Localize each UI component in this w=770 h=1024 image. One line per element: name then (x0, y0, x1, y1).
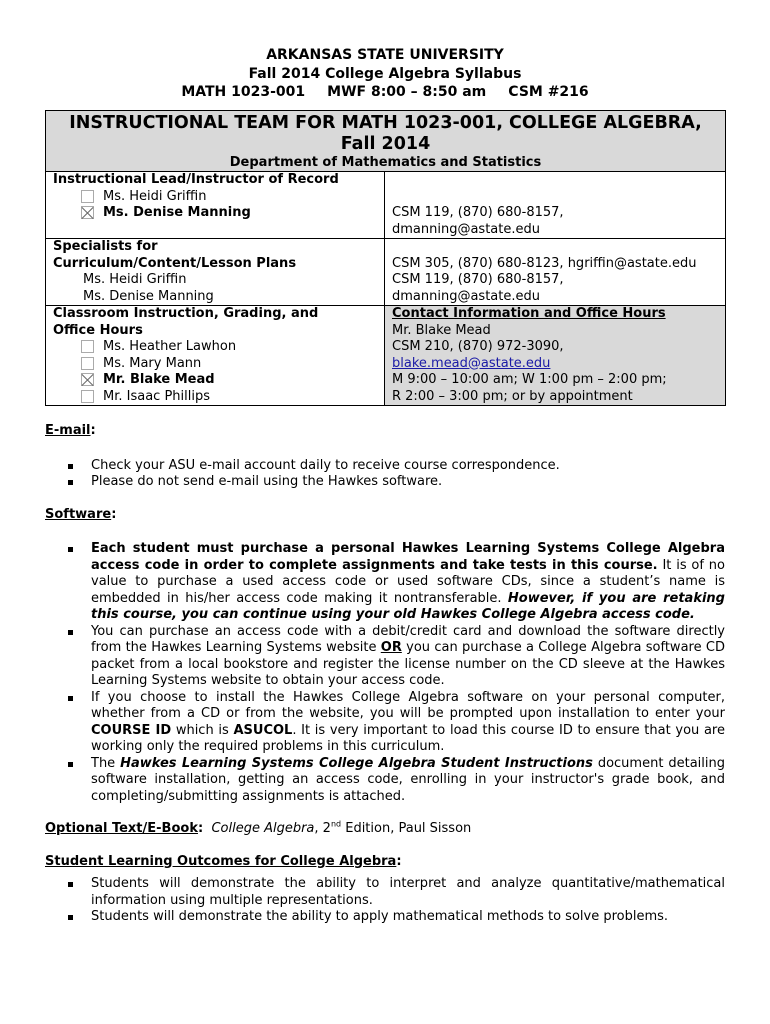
specialists-heading-1: Specialists for (53, 239, 158, 254)
software-section: Software: (45, 506, 117, 522)
software-heading: Software (45, 506, 112, 522)
book-title: College Algebra (211, 821, 315, 836)
office-hours-1: M 9:00 – 10:00 am; W 1:00 pm – 2:00 pm; (392, 372, 667, 387)
checkbox-icon[interactable] (81, 340, 94, 353)
document-header (45, 46, 725, 102)
email-section: E-mail: (45, 423, 96, 438)
classroom-heading-1: Classroom Instruction, Grading, and (53, 306, 319, 321)
lead-contact-phone: CSM 119, (870) 680-8157, (392, 205, 564, 220)
checked-checkbox-icon[interactable] (81, 206, 94, 219)
outcomes-heading: Student Learning Outcomes for College Algebra (45, 853, 397, 869)
list-item: The Hawkes Learning Systems College Algebra Student Instructions document detailing software installation, getting an access code, enrolling in your instructor's grade book, and completing/submitting assignments is attached. (45, 756, 725, 806)
specialist-contact: CSM 305, (870) 680-8123, hgriffin@astate.edu (392, 255, 697, 271)
outcomes-list (45, 876, 725, 926)
classroom-cell (46, 306, 385, 406)
specialist-contact: dmanning@astate.edu (392, 288, 540, 304)
checkbox-icon[interactable] (81, 357, 94, 370)
course-line (45, 83, 725, 102)
lead-member: Ms. Heidi Griffin (53, 189, 380, 206)
course-room: CSM #216 (508, 84, 589, 100)
course-schedule: MWF 8:00 – 8:50 am (327, 84, 487, 100)
contact-name: Mr. Blake Mead (392, 322, 491, 338)
outcomes-section: Student Learning Outcomes for College Algebra: (45, 853, 402, 869)
list-item: Students will demonstrate the ability to interpret and analyze quantitative/mathematical information using multiple representations. (45, 876, 725, 909)
team-title: INSTRUCTIONAL TEAM FOR MATH 1023-001, COLLEGE ALGEBRA, Fall 2014 (69, 112, 702, 154)
list-item: Students will demonstrate the ability to apply mathematical methods to solve problems. (45, 909, 725, 926)
department-name: Department of Mathematics and Statistics (229, 154, 542, 170)
checkbox-icon[interactable] (81, 190, 94, 203)
classroom-member-selected: Mr. Blake Mead (53, 372, 380, 389)
specialist-member: Ms. Heidi Griffin (83, 272, 187, 287)
classroom-member: Mr. Isaac Phillips (53, 389, 380, 406)
classroom-member: Ms. Heather Lawhon (53, 339, 380, 356)
email-list (45, 458, 725, 491)
checkbox-icon[interactable] (81, 390, 94, 403)
lead-member-selected: Ms. Denise Manning (53, 205, 380, 222)
list-item: Check your ASU e-mail account daily to receive course correspondence. (45, 458, 725, 475)
classroom-contact-cell (385, 306, 726, 406)
optional-text-heading: Optional Text/E-Book (45, 821, 198, 836)
checked-checkbox-icon[interactable] (81, 373, 94, 386)
university-name: ARKANSAS STATE UNIVERSITY (266, 47, 504, 63)
software-list (45, 541, 725, 805)
instructional-team-table (45, 110, 726, 407)
contact-heading: Contact Information and Office Hours (392, 306, 666, 321)
office-hours-2: R 2:00 – 3:00 pm; or by appointment (392, 388, 633, 404)
contact-phone: CSM 210, (870) 972-3090, (392, 339, 564, 354)
optional-text-section: Optional Text/E-Book: College Algebra, 2nd Edition, Paul Sisson (45, 819, 472, 836)
list-item: You can purchase an access code with a debit/credit card and download the software directly from the Hawkes Learning Systems website OR you can purchase a College Algebra software CD packet from a local bookstore and register the license number on the CD sleeve at the Hawkes Learning Systems website to obtain your access code. (45, 624, 725, 690)
lead-contact-cell (385, 172, 726, 239)
list-item: Each student must purchase a personal Hawkes Learning Systems College Algebra access code in order to complete assignments and take tests in this course. It is of no value to purchase a used access code or used software CDs, since a student’s name is embedded in his/her access code making it nontransferable. However, if you are retaking this course, you can continue using your old Hawkes College Algebra access code. (45, 541, 725, 624)
list-item: If you choose to install the Hawkes College Algebra software on your personal computer, whether from a CD or from the website, you will be prompted upon installation to enter your COURSE ID which is ASUCOL. It is very important to load this course ID to ensure that you are working only the required problems in this curriculum. (45, 690, 725, 756)
email-heading: E-mail (45, 423, 91, 438)
course-code: MATH 1023-001 (181, 84, 306, 100)
lead-contact-email: dmanning@astate.edu (392, 221, 540, 237)
lead-cell (46, 172, 385, 239)
syllabus-page (45, 46, 725, 926)
specialists-heading-2: Curriculum/Content/Lesson Plans (53, 255, 297, 271)
classroom-member: Ms. Mary Mann (53, 356, 380, 373)
specialists-cell (46, 239, 385, 306)
classroom-heading-2: Office Hours (53, 322, 143, 338)
specialist-member: Ms. Denise Manning (83, 288, 214, 304)
team-title-cell (46, 110, 726, 172)
syllabus-title: Fall 2014 College Algebra Syllabus (248, 65, 522, 82)
lead-heading: Instructional Lead/Instructor of Record (53, 172, 339, 187)
list-item: Please do not send e-mail using the Hawkes software. (45, 474, 725, 491)
contact-email-link[interactable]: blake.mead@astate.edu (392, 355, 551, 371)
specialists-contact-cell (385, 239, 726, 306)
specialist-contact: CSM 119, (870) 680-8157, (392, 272, 564, 287)
